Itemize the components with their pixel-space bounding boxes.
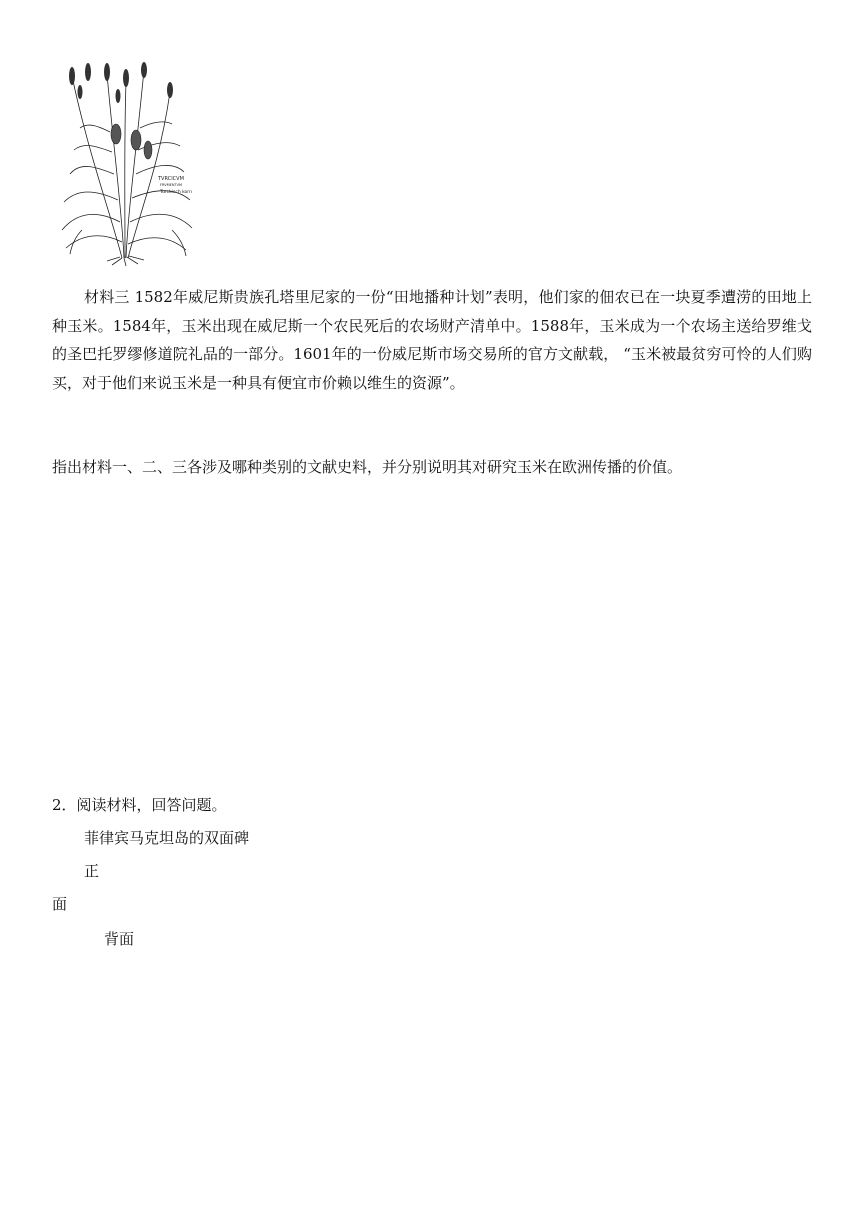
back-label: 背面 — [104, 930, 135, 948]
illustration-label-line-1: TVRCICVM — [158, 176, 184, 182]
illustration-label-line-3: Turckisch korn — [160, 190, 192, 195]
illustration-label-line-2: FRVMENTVM — [160, 183, 183, 187]
material-three-paragraph: 材料三 1582年威尼斯贵族孔塔里尼家的一份“田地播种计划”表明，他们家的佃农已在一块夏季遭涝的田地上种玉米。1584年，玉米出现在威尼斯一个农民死后的农场财产清单中。1588年，玉米成为一个农场主送给罗维戈的圣巴托罗缪修道院礼品的一部分。1601年的一份威尼斯市场交易所的官方文献载， “玉米被最贫穷可怜的人们购买，对于他们来说玉米是一种具有便宜市价赖以维生的资源”。 — [52, 288, 812, 392]
stele-subtitle: 菲律宾马克坦岛的双面碑 — [84, 829, 250, 847]
front-label-char-2: 面 — [52, 895, 68, 913]
question-one-prompt: 指出材料一、二、三各涉及哪种类别的文献史料，并分别说明其对研究玉米在欧洲传播的价值。 — [52, 458, 683, 476]
maize-plant-illustration — [52, 62, 202, 267]
front-label-char-1: 正 — [84, 862, 100, 880]
question-two-heading: 2．阅读材料，回答问题。 — [52, 796, 227, 814]
